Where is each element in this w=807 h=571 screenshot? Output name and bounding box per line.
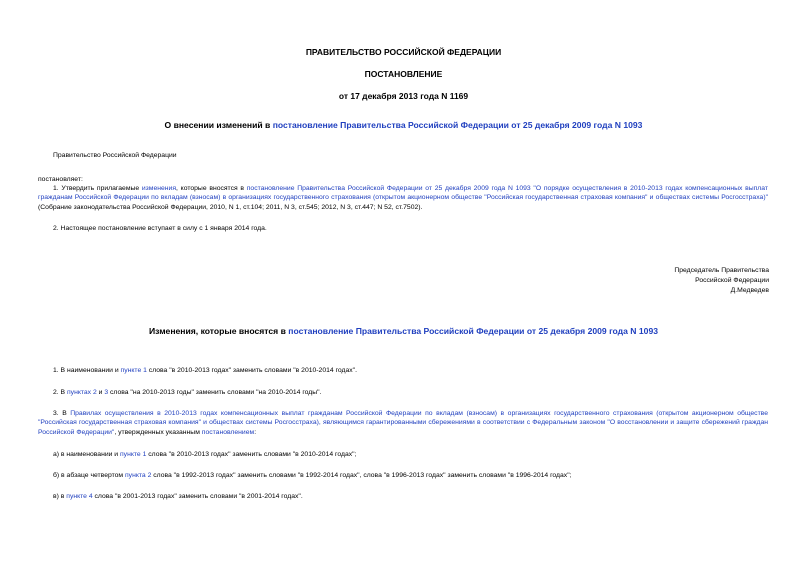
government-heading: ПРАВИТЕЛЬСТВО РОССИЙСКОЙ ФЕДЕРАЦИИ: [305, 47, 502, 57]
change-item-1: [53, 366, 357, 375]
decree-1093-full-link[interactable]: постановление Правительства Российской Федерации от 25 декабря 2009 года N 1093 "О порядке осуществления в 2010-2013 годах компенсационных выплат гражданам Российской Федерации по вкладам (взносам) в организациях государственного страхования (открытом акционерном обществе "Российская государственная страховая компания" и обществах системы Росгосстраха)": [38, 185, 768, 202]
change-item-2: [53, 388, 321, 397]
paragraph-2: 2. Настоящее постановление вступает в силу с 1 января 2014 года.: [53, 225, 267, 232]
change-item-2-text-c: слова "на 2010-2013 годы" заменить словами "на 2010-2014 годы".: [108, 389, 322, 396]
change-item-a-text-b: слова "в 2010-2013 годах" заменить словами "в 2010-2014 годах";: [146, 451, 357, 458]
rules-point-2-link[interactable]: пункта 2: [124, 472, 152, 479]
changes-title-prefix: Изменения, которые вносятся в: [148, 326, 289, 336]
issuer-text: Правительство Российской Федерации: [53, 152, 177, 159]
change-item-b-text-a: б) в абзаце четвертом: [53, 472, 125, 479]
changes-title: [0, 326, 807, 336]
date-number-heading: от 17 декабря 2013 года N 1169: [338, 91, 469, 101]
change-item-2-text-b: и: [96, 389, 105, 396]
change-item-a: [53, 450, 356, 459]
paragraph-1-text-a: 1. Утвердить прилагаемые: [53, 185, 142, 192]
decrees-text: постановляет:: [38, 176, 83, 183]
decree-1093-link[interactable]: постановление Правительства Российской Федерации от 25 декабря 2009 года N 1093: [272, 120, 643, 130]
change-item-2-text-a: 2. В: [53, 389, 67, 396]
change-item-3-text-b: , утвержденных указанным: [114, 428, 202, 436]
change-item-b: [53, 471, 572, 480]
points-2-link[interactable]: пунктах 2: [66, 389, 97, 396]
signature-country: Российской Федерации: [695, 277, 769, 284]
paragraph-1: [38, 184, 768, 212]
change-item-1-text-b: слова "в 2010-2013 годах" заменить словами "в 2010-2014 годах".: [146, 367, 357, 374]
change-item-3-text-a: 3. В: [53, 410, 71, 417]
rules-point-1-link[interactable]: пункте 1: [119, 451, 147, 458]
paragraph-1-text-b: , которые вносятся в: [176, 185, 247, 192]
changes-decree-link[interactable]: постановление Правительства Российской Федерации от 25 декабря 2009 года N 1093: [288, 326, 659, 336]
change-item-3-text-c: :: [254, 428, 257, 436]
document-title-prefix: О внесении изменений в: [164, 120, 273, 130]
rules-point-4-link[interactable]: пункте 4: [66, 493, 93, 500]
document-title: [0, 120, 807, 130]
rules-link[interactable]: Правилах осуществления в 2010-2013 годах компенсационных выплат гражданам Российской Федерации по вкладам (взносам) в организациях государственного страхования (открытом акционерном обществе "Российская государственная страховая компания" и обществах системы Росгосстраха), являющимся гарантированными сбережениями в соответствии с Федеральным законом "О восстановлении и защите сбережений граждан Российской Федерации": [38, 410, 768, 436]
change-item-b-text-b: слова "в 1992-2013 годах" заменить словами "в 1992-2014 годах", слова "в 1996-2013 годах" заменить словами "в 1996-2014 годах";: [151, 472, 572, 479]
change-item-1-text-a: 1. В наименовании и: [53, 367, 121, 374]
change-item-v: [53, 492, 303, 501]
change-item-v-text-b: слова "в 2001-2013 годах" заменить словами "в 2001-2014 годах".: [92, 493, 303, 500]
decree-link[interactable]: постановлением: [201, 428, 255, 436]
change-item-a-text-a: а) в наименовании и: [53, 451, 120, 458]
change-item-v-text-a: в) в: [53, 493, 67, 500]
point-3-link[interactable]: 3: [104, 389, 109, 396]
change-item-3: [38, 409, 768, 437]
paragraph-1-text-c: (Собрание законодательства Российской Федерации, 2010, N 1, ст.104; 2011, N 3, ст.545; 2012, N 3, ст.447; N 52, ст.7502).: [38, 203, 423, 211]
point-1-link[interactable]: пункте 1: [120, 367, 147, 374]
signature-position: Председатель Правительства: [674, 267, 769, 274]
doc-type-heading: ПОСТАНОВЛЕНИЕ: [364, 69, 443, 79]
changes-link[interactable]: изменения: [141, 185, 177, 192]
signature-name: Д.Медведев: [730, 287, 769, 294]
